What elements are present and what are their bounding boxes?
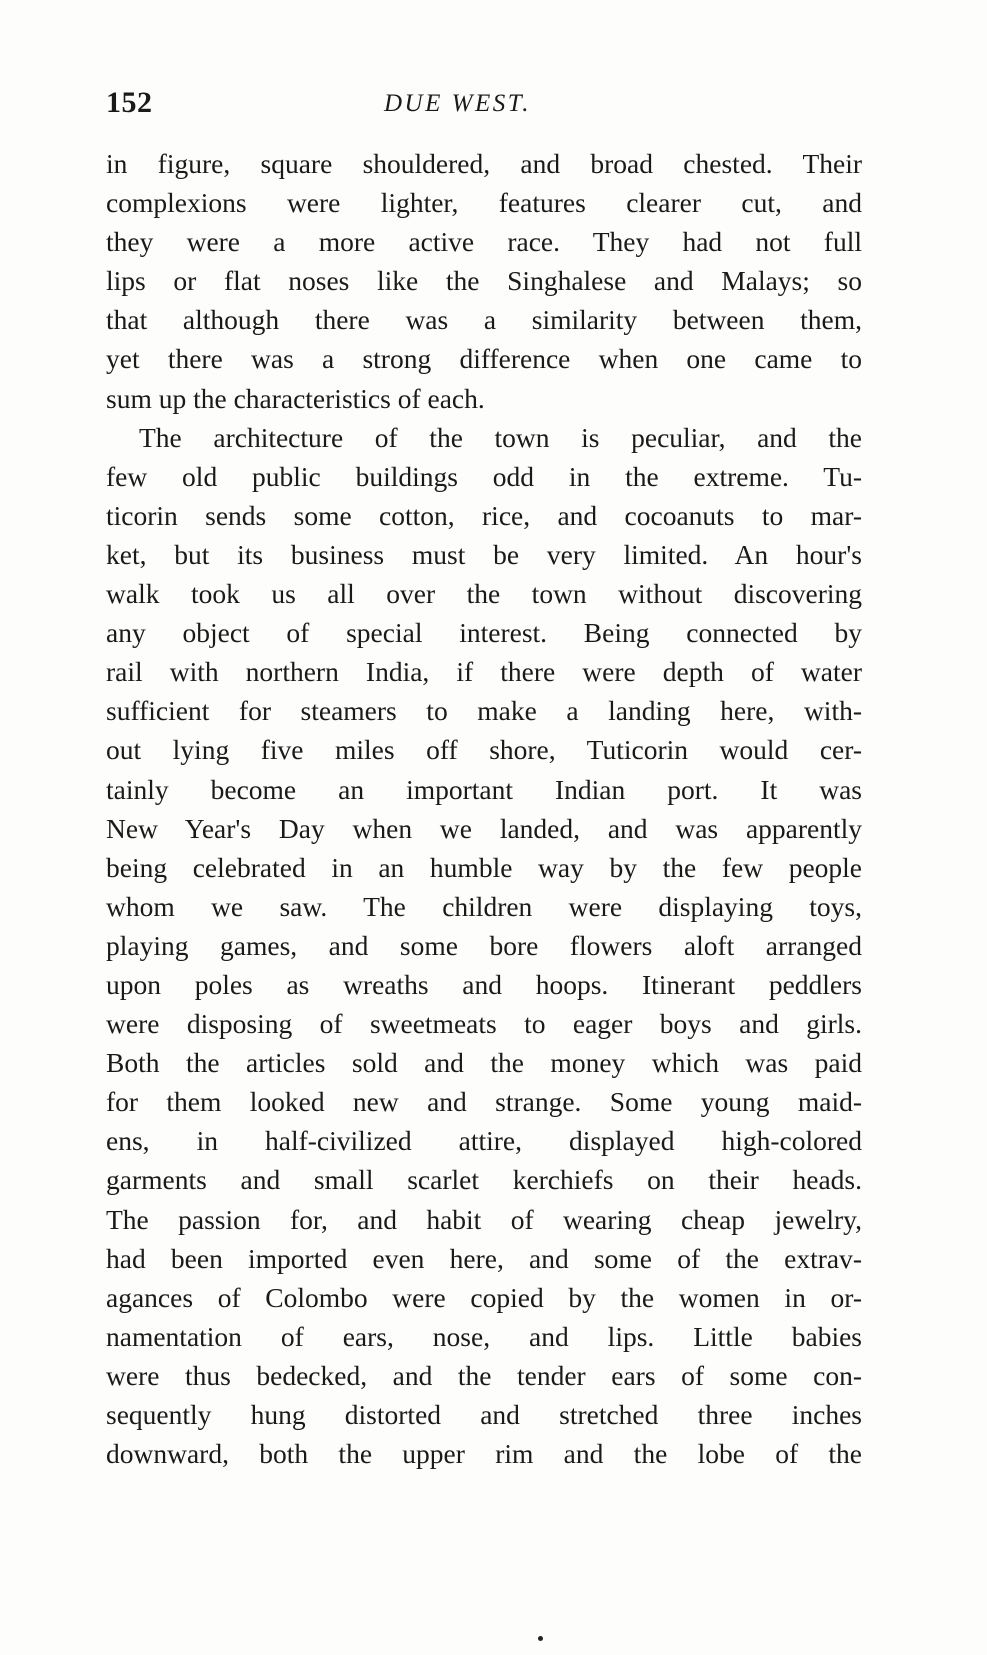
text-line: lips or flat noses like the Singhalese and Malays; so — [106, 265, 862, 297]
ink-speck — [538, 1636, 543, 1641]
text-line: had been imported even here, and some of the extrav- — [106, 1242, 862, 1274]
text-line: being celebrated in an humble way by the few people — [106, 851, 862, 883]
running-title: DUE WEST. — [384, 90, 532, 117]
text-line: walk took us all over the town without discovering — [106, 578, 862, 610]
text-line: tainly become an important Indian port. It was — [106, 773, 862, 805]
body-text — [106, 144, 862, 1473]
text-line: ens, in half-civilized attire, displayed high-colored — [106, 1125, 862, 1157]
text-line: New Year's Day when we landed, and was apparently — [106, 812, 862, 844]
text-line: rail with northern India, if there were depth of water — [106, 656, 862, 688]
text-line: whom we saw. The children were displaying toys, — [106, 890, 862, 922]
text-line: namentation of ears, nose, and lips. Little babies — [106, 1320, 862, 1352]
text-line: any object of special interest. Being connected by — [106, 617, 862, 649]
text-line: they were a more active race. They had not full — [106, 226, 862, 258]
text-line: that although there was a similarity between them, — [106, 304, 862, 336]
text-line: sequently hung distorted and stretched three inches — [106, 1399, 862, 1430]
text-line: upon poles as wreaths and hoops. Itinerant peddlers — [106, 968, 862, 1000]
text-line: for them looked new and strange. Some young maid- — [106, 1086, 862, 1118]
text-line: were disposing of sweetmeats to eager boys and girls. — [106, 1008, 862, 1040]
text-line: downward, both the upper rim and the lobe of the — [106, 1438, 862, 1470]
text-line: ket, but its business must be very limited. An hour's — [106, 538, 862, 570]
text-line: The architecture of the town is peculiar, and the — [139, 421, 862, 453]
text-line: sufficient for steamers to make a landing here, with- — [106, 695, 862, 727]
page-number: 152 — [106, 86, 153, 119]
page-header — [106, 86, 866, 126]
text-line: complexions were lighter, features clearer cut, and — [106, 187, 862, 219]
text-line: were thus bedecked, and the tender ears of some con- — [106, 1359, 862, 1391]
text-line: ticorin sends some cotton, rice, and cocoanuts to mar- — [106, 499, 862, 531]
text-line: The passion for, and habit of wearing cheap jewelry, — [106, 1203, 862, 1235]
text-line: garments and small scarlet kerchiefs on their heads. — [106, 1164, 862, 1196]
text-line: playing games, and some bore flowers aloft arranged — [106, 929, 862, 961]
text-line: few old public buildings odd in the extreme. Tu- — [106, 460, 862, 492]
text-line: in figure, square shouldered, and broad chested. Their — [106, 148, 862, 179]
text-line: sum up the characteristics of each. — [106, 382, 485, 414]
text-line: out lying five miles off shore, Tuticorin would cer- — [106, 734, 862, 766]
text-line: agances of Colombo were copied by the women in or- — [106, 1281, 862, 1313]
text-line: Both the articles sold and the money which was paid — [106, 1047, 862, 1079]
text-line: yet there was a strong difference when one came to — [106, 343, 862, 375]
